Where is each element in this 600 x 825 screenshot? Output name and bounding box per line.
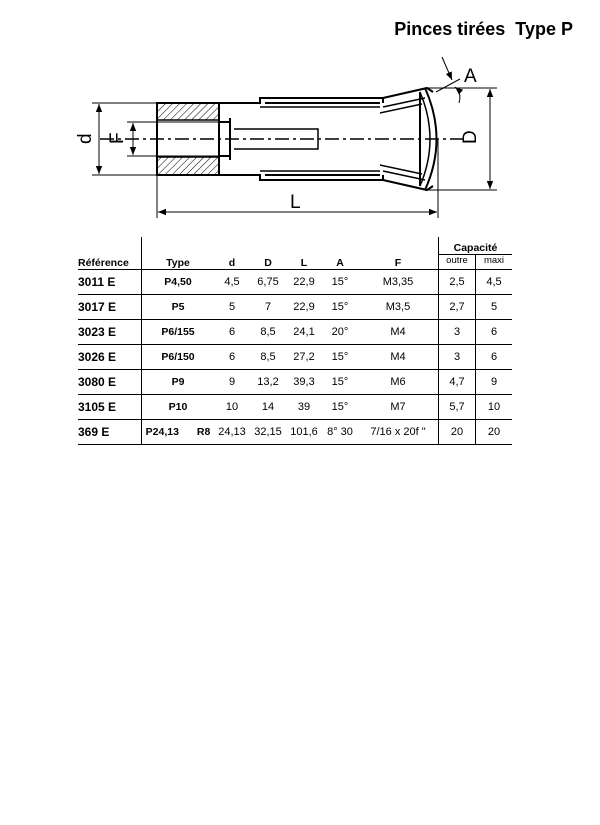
header-L: L — [300, 257, 308, 269]
maxi-cell: 20 — [476, 420, 513, 445]
type-cell — [142, 395, 215, 420]
d-cell: 4,5 — [214, 270, 250, 295]
D-cell: 13,2 — [250, 370, 286, 395]
L-cell: 22,9 — [286, 270, 322, 295]
label-L: L — [290, 192, 301, 213]
label-F: F — [107, 132, 128, 144]
D-cell: 32,15 — [250, 420, 286, 445]
A-cell: 8° 30 — [322, 420, 358, 445]
outre-cell: 3 — [439, 345, 476, 370]
L-cell: 39,3 — [286, 370, 322, 395]
collet-spec-table — [78, 237, 512, 445]
d-cell: 6 — [214, 345, 250, 370]
d-cell: 6 — [214, 320, 250, 345]
L-cell: 101,6 — [286, 420, 322, 445]
F-cell: M3,5 — [358, 295, 439, 320]
L-cell: 24,1 — [286, 320, 322, 345]
d-cell: 24,13 — [214, 420, 250, 445]
table-row — [78, 420, 512, 445]
F-cell: M3,35 — [358, 270, 439, 295]
F-cell: 7/16 x 20f " — [358, 420, 439, 445]
header-reference: Référence — [78, 257, 129, 269]
table-row — [78, 395, 512, 420]
D-cell: 8,5 — [250, 320, 286, 345]
F-cell: M7 — [358, 395, 439, 420]
reference-cell: 3017 E — [78, 295, 142, 320]
maxi-cell: 5 — [476, 295, 513, 320]
maxi-cell: 10 — [476, 395, 513, 420]
header-d: d — [228, 257, 236, 269]
A-cell: 15° — [322, 295, 358, 320]
D-cell: 8,5 — [250, 345, 286, 370]
type-cell — [142, 295, 215, 320]
header-F: F — [394, 257, 402, 269]
reference-cell: 3105 E — [78, 395, 142, 420]
reference-cell: 369 E — [78, 420, 142, 445]
d-cell: 9 — [214, 370, 250, 395]
A-cell: 15° — [322, 370, 358, 395]
D-cell: 14 — [250, 395, 286, 420]
F-cell: M4 — [358, 345, 439, 370]
reference-cell: 3026 E — [78, 345, 142, 370]
header-D: D — [264, 257, 272, 269]
type-label: P6/155 — [161, 326, 195, 338]
outre-cell: 20 — [439, 420, 476, 445]
reference-cell: 3011 E — [78, 270, 142, 295]
L-cell: 22,9 — [286, 295, 322, 320]
table-row — [78, 345, 512, 370]
type-label: P10 — [168, 401, 188, 413]
type-label: P9 — [171, 376, 185, 388]
d-cell: 5 — [214, 295, 250, 320]
page-title: Pinces tirées Type P — [394, 19, 573, 39]
type-cell — [142, 345, 215, 370]
table-row — [78, 370, 512, 395]
header-type: Type — [142, 237, 215, 270]
type-label: P5 — [171, 301, 185, 313]
D-cell: 7 — [250, 295, 286, 320]
A-cell: 15° — [322, 345, 358, 370]
header-capacite: Capacité — [439, 237, 513, 255]
type-secondary-label: R8 — [196, 426, 211, 438]
A-cell: 15° — [322, 395, 358, 420]
reference-cell: 3080 E — [78, 370, 142, 395]
type-cell — [142, 370, 215, 395]
A-cell: 20° — [322, 320, 358, 345]
F-cell: M4 — [358, 320, 439, 345]
outre-cell: 2,7 — [439, 295, 476, 320]
label-D: D — [460, 130, 481, 144]
maxi-cell: 4,5 — [476, 270, 513, 295]
thread-hatch-bottom — [157, 157, 219, 175]
header-outre: outre — [439, 255, 476, 270]
maxi-cell: 9 — [476, 370, 513, 395]
label-d: d — [75, 133, 96, 144]
type-cell — [142, 420, 215, 445]
type-label: P6/150 — [161, 351, 195, 363]
outre-cell: 3 — [439, 320, 476, 345]
L-cell: 39 — [286, 395, 322, 420]
maxi-cell: 6 — [476, 345, 513, 370]
D-cell: 6,75 — [250, 270, 286, 295]
header-A: A — [336, 257, 344, 269]
A-cell: 15° — [322, 270, 358, 295]
table-row — [78, 270, 512, 295]
type-label: P4,50 — [164, 276, 192, 288]
reference-cell: 3023 E — [78, 320, 142, 345]
table-row — [78, 320, 512, 345]
maxi-cell: 6 — [476, 320, 513, 345]
table-row — [78, 295, 512, 320]
d-cell: 10 — [214, 395, 250, 420]
label-A: A — [464, 66, 477, 87]
thread-hatch-top — [157, 103, 219, 120]
outre-cell: 2,5 — [439, 270, 476, 295]
type-cell — [142, 270, 215, 295]
type-label: P24,13 — [145, 426, 179, 438]
outre-cell: 4,7 — [439, 370, 476, 395]
outre-cell: 5,7 — [439, 395, 476, 420]
F-cell: M6 — [358, 370, 439, 395]
header-maxi: maxi — [476, 255, 513, 270]
L-cell: 27,2 — [286, 345, 322, 370]
collet-technical-drawing — [0, 0, 600, 235]
type-cell — [142, 320, 215, 345]
